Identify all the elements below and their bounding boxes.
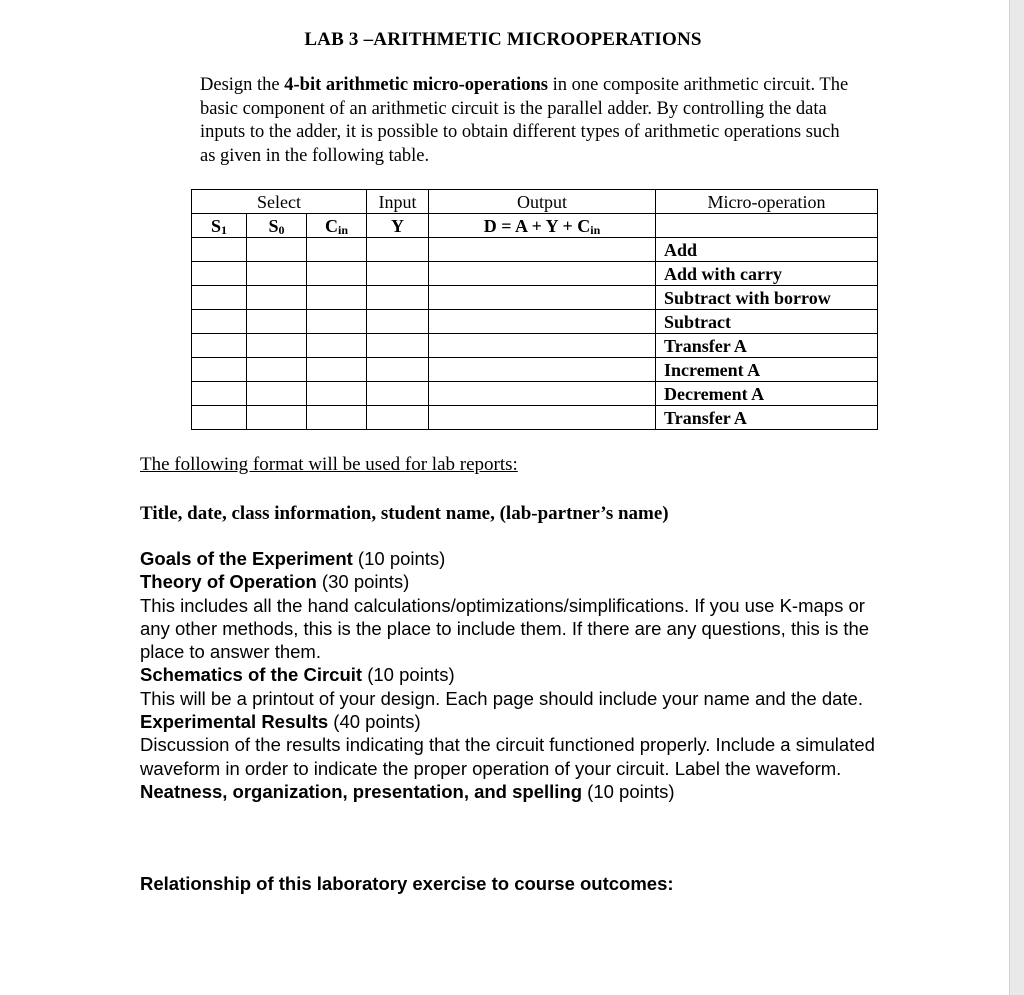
- page-title: LAB 3 –ARITHMETIC MICROOPERATIONS: [304, 29, 702, 50]
- results-section: Experimental Results (40 points): [140, 711, 421, 733]
- report-format-heading: The following format will be used for lab reports:: [140, 454, 518, 475]
- operation-cell: Transfer A: [656, 334, 878, 358]
- report-title-line: Title, date, class information, student name, (lab-partner’s name): [140, 503, 669, 524]
- intro-text-end: in one composite arithmetic circuit. The basic component of an arithmetic circuit is the parallel adder. By controlling the data inputs to the adder, it is possible to obtain different types of arithmetic operations such as given in the following table.: [200, 75, 849, 166]
- intro-bold-text: 4-bit arithmetic micro-operations: [284, 75, 548, 95]
- operation-cell: Decrement A: [656, 382, 878, 406]
- output-header: Output: [429, 190, 656, 214]
- table-row: [192, 406, 878, 430]
- theory-section: Theory of Operation (30 points): [140, 571, 410, 593]
- operation-cell: Add with carry: [656, 262, 878, 286]
- y-column-header: Y: [367, 214, 429, 238]
- micro-operation-blank-cell: [656, 214, 878, 238]
- table-header-row: [192, 190, 878, 214]
- operation-cell: Transfer A: [656, 406, 878, 430]
- input-header: Input: [367, 190, 429, 214]
- s1-column-header: $S_1$: [192, 214, 247, 238]
- operation-cell: Subtract: [656, 310, 878, 334]
- s0-column-header: $S_0$: [247, 214, 307, 238]
- table-subheader-row: [192, 214, 878, 238]
- table-row: [192, 286, 878, 310]
- select-header: Select: [192, 190, 367, 214]
- schematics-section: Schematics of the Circuit (10 points): [140, 664, 455, 686]
- table-row: [192, 358, 878, 382]
- schematics-description: This will be a printout of your design. Each page should include your name and the date.: [140, 687, 863, 709]
- micro-operation-header: Micro-operation: [656, 190, 878, 214]
- neatness-section: Neatness, organization, presentation, and spelling (10 points): [140, 780, 675, 802]
- intro-text-start: Design the: [200, 75, 285, 95]
- results-description: Discussion of the results indicating that the circuit functioned properly. Include a simulated waveform in order to indicate the proper operation of your circuit. Label the waveform.: [140, 734, 875, 779]
- theory-description: This includes all the hand calculations/optimizations/simplifications. If you use K-maps or any other methods, this is the place to include them. If there are any questions, this is the place to answer them.: [140, 594, 870, 663]
- page-edge: [1009, 0, 1024, 995]
- operation-cell: Increment A: [656, 358, 878, 382]
- operation-cell: Add: [656, 238, 878, 262]
- operation-cell: Subtract with borrow: [656, 286, 878, 310]
- micro-operations-table: [191, 189, 878, 430]
- table-row: [192, 382, 878, 406]
- cin-column-header: $C_{in}$: [307, 214, 367, 238]
- grading-criteria: [140, 547, 875, 803]
- table-row: [192, 262, 878, 286]
- output-formula: $D = A + Y + C_{in}$: [429, 214, 656, 238]
- table-row: [192, 334, 878, 358]
- intro-paragraph: [200, 74, 850, 168]
- table-row: [192, 238, 878, 262]
- course-outcomes-heading: Relationship of this laboratory exercise to course outcomes:: [140, 873, 674, 894]
- table-row: [192, 310, 878, 334]
- goals-section: Goals of the Experiment (10 points): [140, 548, 446, 569]
